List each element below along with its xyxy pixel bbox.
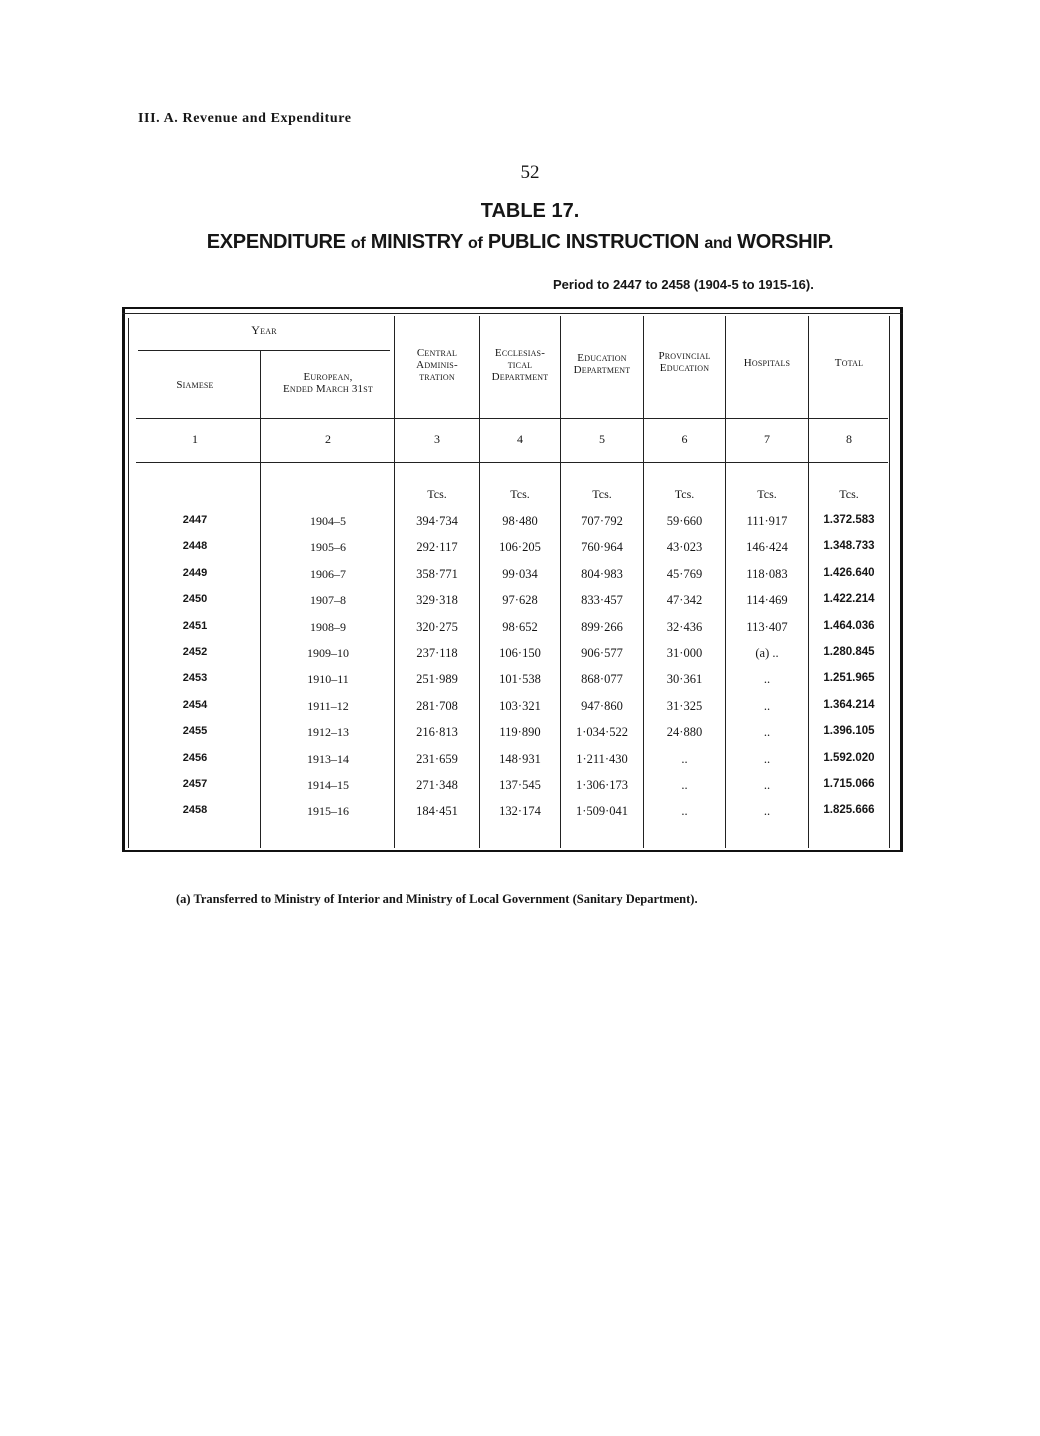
table-title: TABLE 17. xyxy=(480,200,580,222)
cell-european: 1910–11 xyxy=(307,672,349,686)
heading-word: MINISTRY xyxy=(370,231,463,253)
cell-european: 1915–16 xyxy=(307,804,349,818)
cell-hospitals: .. xyxy=(763,672,771,686)
unit-label: Tcs. xyxy=(757,487,777,501)
cell-provincial: 47·342 xyxy=(666,593,703,607)
cell-ecclesiastical: 106·150 xyxy=(499,646,541,660)
cell-siamese: 2452 xyxy=(182,646,208,658)
cell-total: 1.372.583 xyxy=(823,514,875,526)
cell-ecclesiastical: 106·205 xyxy=(499,540,541,554)
cell-hospitals: 111·917 xyxy=(746,514,788,528)
column-number: 2 xyxy=(325,432,331,446)
header-provincial-line: Provincial xyxy=(658,350,711,362)
column-number: 5 xyxy=(599,432,605,446)
cell-european: 1907–8 xyxy=(310,593,346,607)
header-ecclesiastical-line: Ecclesias- xyxy=(494,347,546,359)
table-heading xyxy=(0,231,1040,254)
cell-siamese: 2453 xyxy=(182,672,208,684)
heading-word: EXPENDITURE xyxy=(206,231,346,253)
cell-education: 1·509·041 xyxy=(575,804,629,818)
cell-total: 1.426.640 xyxy=(823,567,875,579)
cell-central: 184·451 xyxy=(416,804,458,818)
column-number: 1 xyxy=(192,432,198,446)
column-number: 6 xyxy=(681,432,688,446)
cell-central: 320·275 xyxy=(416,620,458,634)
cell-ecclesiastical: 99·034 xyxy=(502,567,538,581)
col-rule-2-3 xyxy=(394,316,395,848)
cell-european: 1908–9 xyxy=(310,620,346,634)
unit-label: Tcs. xyxy=(674,487,695,501)
header-provincial-line: Education xyxy=(659,362,710,374)
cell-total: 1.280.845 xyxy=(823,646,875,658)
colnum-bottom-rule xyxy=(136,462,888,463)
column-number: 7 xyxy=(764,432,770,446)
cell-total: 1.715.066 xyxy=(823,778,875,790)
cell-provincial: 43·023 xyxy=(666,540,703,554)
cell-hospitals: 113·407 xyxy=(746,620,788,634)
cell-siamese: 2448 xyxy=(182,540,208,552)
cell-central: 271·348 xyxy=(416,778,458,792)
header-education xyxy=(561,352,643,376)
header-central-line: Adminis- xyxy=(416,359,458,371)
cell-central: 216·813 xyxy=(416,725,458,739)
unit-label: Tcs. xyxy=(592,487,612,501)
cell-siamese: 2449 xyxy=(182,567,208,579)
cell-provincial: 31·325 xyxy=(666,699,703,713)
cell-hospitals: .. xyxy=(763,725,771,739)
cell-education: 1·306·173 xyxy=(575,778,629,792)
cell-ecclesiastical: 101·538 xyxy=(499,672,541,686)
header-hospitals: Hospitals xyxy=(743,357,791,369)
cell-ecclesiastical: 148·931 xyxy=(499,752,541,766)
column-number: 3 xyxy=(434,432,440,446)
cell-education: 1·211·430 xyxy=(576,752,628,766)
cell-central: 231·659 xyxy=(416,752,458,766)
cell-provincial: 45·769 xyxy=(666,567,703,581)
heading-word: of xyxy=(468,235,483,252)
header-central-line: tration xyxy=(419,371,455,383)
cell-education: 804·983 xyxy=(581,567,623,581)
right-inner-rule xyxy=(889,316,890,848)
cell-hospitals: .. xyxy=(763,778,771,792)
left-inner-rule xyxy=(128,318,129,848)
cell-hospitals: .. xyxy=(763,752,771,766)
cell-education: 707·792 xyxy=(581,514,623,528)
cell-total: 1.422.214 xyxy=(823,593,875,605)
cell-provincial: .. xyxy=(681,752,688,766)
heading-word: of xyxy=(350,235,366,252)
col-rule-5-6 xyxy=(643,316,644,848)
cell-european: 1913–14 xyxy=(307,752,349,766)
cell-total: 1.592.020 xyxy=(823,752,875,764)
unit-label: Tcs. xyxy=(510,487,530,501)
cell-siamese: 2451 xyxy=(182,620,208,632)
cell-provincial: 59·660 xyxy=(666,514,703,528)
section-header: III. A. Revenue and Expenditure xyxy=(138,111,352,126)
cell-hospitals: .. xyxy=(763,804,771,818)
header-european-line: European, xyxy=(303,371,353,383)
cell-european: 1914–15 xyxy=(307,778,349,792)
cell-central: 281·708 xyxy=(416,699,458,713)
col-rule-7-8 xyxy=(808,316,809,848)
cell-siamese: 2447 xyxy=(182,514,208,526)
column-number: 4 xyxy=(517,432,523,446)
header-central-line: Central xyxy=(416,347,458,359)
header-education-line: Education xyxy=(577,352,627,364)
cell-provincial: 32·436 xyxy=(666,620,703,634)
cell-european: 1909–10 xyxy=(307,646,349,660)
cell-education: 833·457 xyxy=(581,593,623,607)
cell-total: 1.825.666 xyxy=(823,804,875,816)
cell-central: 237·118 xyxy=(416,646,458,660)
table-top-rule xyxy=(122,313,903,314)
cell-european: 1911–12 xyxy=(307,699,349,713)
cell-total: 1.396.105 xyxy=(823,725,875,737)
page-number: 52 xyxy=(520,162,540,183)
cell-siamese: 2450 xyxy=(182,593,208,605)
cell-ecclesiastical: 98·480 xyxy=(502,514,538,528)
cell-total: 1.348.733 xyxy=(823,540,875,552)
cell-education: 947·860 xyxy=(581,699,623,713)
cell-total: 1.251.965 xyxy=(823,672,875,684)
col-rule-4-5 xyxy=(560,316,561,848)
heading-word: WORSHIP. xyxy=(737,231,834,253)
col-rule-3-4 xyxy=(479,316,480,848)
cell-hospitals: (a) .. xyxy=(755,646,779,660)
cell-provincial: 31·000 xyxy=(666,646,703,660)
year-underline xyxy=(138,350,390,351)
header-ecclesiastical-line: Department xyxy=(491,371,549,383)
header-ecclesiastical xyxy=(480,347,560,383)
cell-education: 899·266 xyxy=(581,620,623,634)
heading-word: and xyxy=(704,235,732,252)
header-year: Year xyxy=(251,323,277,337)
header-siamese: Siamese xyxy=(176,379,214,391)
cell-provincial: 30·361 xyxy=(666,672,703,686)
cell-central: 329·318 xyxy=(416,593,458,607)
cell-ecclesiastical: 137·545 xyxy=(499,778,541,792)
cell-total: 1.364.214 xyxy=(823,699,875,711)
cell-central: 251·989 xyxy=(416,672,458,686)
cell-european: 1905–6 xyxy=(310,540,346,554)
cell-european: 1912–13 xyxy=(307,725,349,739)
cell-siamese: 2457 xyxy=(182,778,208,790)
cell-central: 394·734 xyxy=(416,514,458,528)
unit-label: Tcs. xyxy=(427,487,447,501)
unit-label: Tcs. xyxy=(839,487,859,501)
header-european-line: Ended March 31st xyxy=(283,383,373,395)
cell-hospitals: 114·469 xyxy=(746,593,788,607)
cell-education: 868·077 xyxy=(581,672,623,686)
col-rule-1-2 xyxy=(260,351,261,848)
cell-ecclesiastical: 132·174 xyxy=(499,804,541,818)
column-number: 8 xyxy=(846,432,852,446)
header-central xyxy=(395,347,479,383)
heading-word: PUBLIC INSTRUCTION xyxy=(487,231,700,253)
cell-ecclesiastical: 98·652 xyxy=(502,620,538,634)
cell-siamese: 2458 xyxy=(182,804,208,816)
cell-siamese: 2456 xyxy=(182,752,208,764)
header-bottom-rule xyxy=(136,418,888,419)
cell-hospitals: 146·424 xyxy=(746,540,788,554)
col-rule-6-7 xyxy=(725,316,726,848)
cell-provincial: .. xyxy=(681,804,688,818)
cell-hospitals: 118·083 xyxy=(746,567,788,581)
cell-total: 1.464.036 xyxy=(823,620,875,632)
cell-siamese: 2455 xyxy=(182,725,208,737)
header-total: Total xyxy=(834,357,864,369)
header-education-line: Department xyxy=(573,364,631,376)
cell-education: 906·577 xyxy=(581,646,623,660)
cell-provincial: 24·880 xyxy=(666,725,703,739)
cell-siamese: 2454 xyxy=(182,699,208,711)
cell-european: 1904–5 xyxy=(310,514,346,528)
header-ecclesiastical-line: tical xyxy=(507,359,533,371)
cell-ecclesiastical: 103·321 xyxy=(499,699,541,713)
cell-hospitals: .. xyxy=(763,699,771,713)
cell-education: 760·964 xyxy=(581,540,623,554)
cell-central: 358·771 xyxy=(416,567,458,581)
period-caption: Period to 2447 to 2458 (1904-5 to 1915-16). xyxy=(553,277,814,292)
header-european xyxy=(262,371,394,395)
cell-central: 292·117 xyxy=(416,540,458,554)
footnote: (a) Transferred to Ministry of Interior and Ministry of Local Government (Sanitary Department). xyxy=(176,892,698,906)
cell-ecclesiastical: 97·628 xyxy=(502,593,538,607)
header-provincial xyxy=(644,350,725,374)
cell-provincial: .. xyxy=(681,778,688,792)
cell-european: 1906–7 xyxy=(310,567,346,581)
cell-education: 1·034·522 xyxy=(575,725,629,739)
cell-ecclesiastical: 119·890 xyxy=(499,725,541,739)
